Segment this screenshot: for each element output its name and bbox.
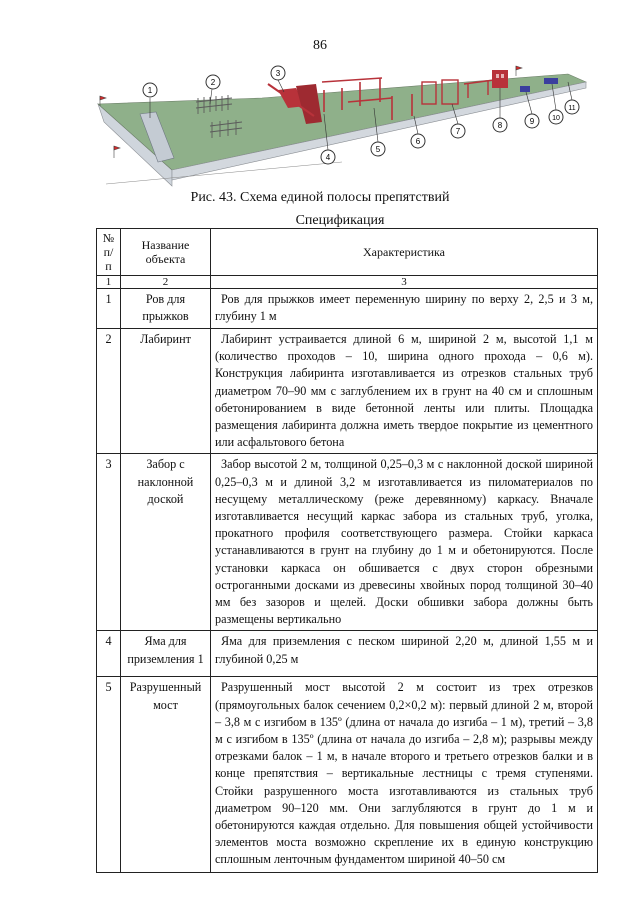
callout-label: 2 <box>210 78 216 87</box>
table-row <box>97 289 598 329</box>
index-cell: 2 <box>121 276 211 289</box>
row-desc: Ров для прыжков имеет переменную ширину по верху 2, 2,5 и 3 м, глубину 1 м <box>215 292 593 324</box>
callout-label: 10 <box>552 115 560 122</box>
row-num: 2 <box>97 329 121 454</box>
callout-label: 6 <box>415 137 421 146</box>
row-name: Ров для прыжков <box>121 289 211 329</box>
row-num: 1 <box>97 289 121 329</box>
callout-label: 9 <box>529 117 535 126</box>
header-desc: Характеристика <box>211 229 598 276</box>
header-name: Название объекта <box>121 229 211 276</box>
index-cell: 1 <box>97 276 121 289</box>
table-row <box>97 677 598 873</box>
header-num: № п/п <box>97 229 121 276</box>
specification-table <box>96 228 598 873</box>
callout-label: 5 <box>375 145 381 154</box>
callout-label: 3 <box>275 69 281 78</box>
table-header-row <box>97 229 598 276</box>
row-num: 5 <box>97 677 121 873</box>
page-number: 86 <box>313 38 327 53</box>
row-name: Забор с наклонной доской <box>121 454 211 631</box>
table-row <box>97 454 598 631</box>
figure-caption: Рис. 43. Схема единой полосы препятствий <box>190 190 450 205</box>
row-desc: Яма для приземления с песком шириной 2,20 м, длиной 1,55 м и глубиной 0,25 м <box>215 634 593 666</box>
row-num: 4 <box>97 631 121 677</box>
index-cell: 3 <box>211 276 598 289</box>
row-num: 3 <box>97 454 121 631</box>
row-desc: Забор высотой 2 м, толщиной 0,25–0,3 м с наклонной доской шириной 0,25–0,3 м и длиной 3,2 м изготавливается из пиломатериалов по несущему металлическому (реже деревянному) каркасу. Вначале изготавливается несущий каркас забора из стальных труб, уголка, прокатного профиля соответствующего размера. Стойки каркаса устанавливаются в грунт на глубину до 1 м и обетонируются. После установки каркаса он обшивается с двух сторон обрезными остроганными досками из древесины хвойных пород толщиной 30–40 мм без зазоров и щелей. Доски обшивки забора должны быть размещены вертикально <box>215 457 593 627</box>
table-index-row <box>97 276 598 289</box>
specification-title: Спецификация <box>295 213 385 228</box>
row-desc: Разрушенный мост высотой 2 м состоит из трех отрезков (прямоугольных балок сечением 0,2×0,2 м): первый длиной 2 м, второй – 3,8 м с изгибом в 135º (длина от начала до изгиба – 1 м), третий – 3,8 м с изгибом в 135º (длина от начала до изгиба – 2,8 м); разрывы между отрезками балок – 1 м, в начале второго и третьего отрезков балки и в конце препятствия – вертикальные лестницы с тремя ступенями. Стойки разрушенного моста изготавливаются из стальных труб диаметром 90–120 мм. Они заглубляются в грунт до 1 м и обетонируются каждая отдельно. Для повышения общей устойчивости элементов моста возможно скрепление их в единую конструкцию сплошным ленточным фундаментом шириной 40–50 см <box>215 680 593 867</box>
callout-label: 4 <box>325 153 331 162</box>
callout-label: 8 <box>497 121 503 130</box>
callout-label: 1 <box>147 86 153 95</box>
obstacle-course-diagram <box>92 62 592 192</box>
callout-label: 11 <box>568 105 576 112</box>
table-row <box>97 329 598 454</box>
row-name: Разрушенный мост <box>121 677 211 873</box>
row-name: Лабиринт <box>121 329 211 454</box>
row-name: Яма для приземления 1 <box>121 631 211 677</box>
row-desc: Лабиринт устраивается длиной 6 м, шириной 2 м, высотой 1,1 м (количество проходов – 10, ширина одного прохода – 0,6 м). Конструкция лабиринта изготавливается из отрезков стальных труб диаметром 70–90 мм с заглублением их в грунт на 40 см и сплошным обетонированием в виде бетонной ленты или плиты. Площадка размещения лабиринта должна иметь твердое покрытие из цементного или асфальтового бетона <box>215 332 593 450</box>
callout-label: 7 <box>455 127 461 136</box>
table-row <box>97 631 598 677</box>
